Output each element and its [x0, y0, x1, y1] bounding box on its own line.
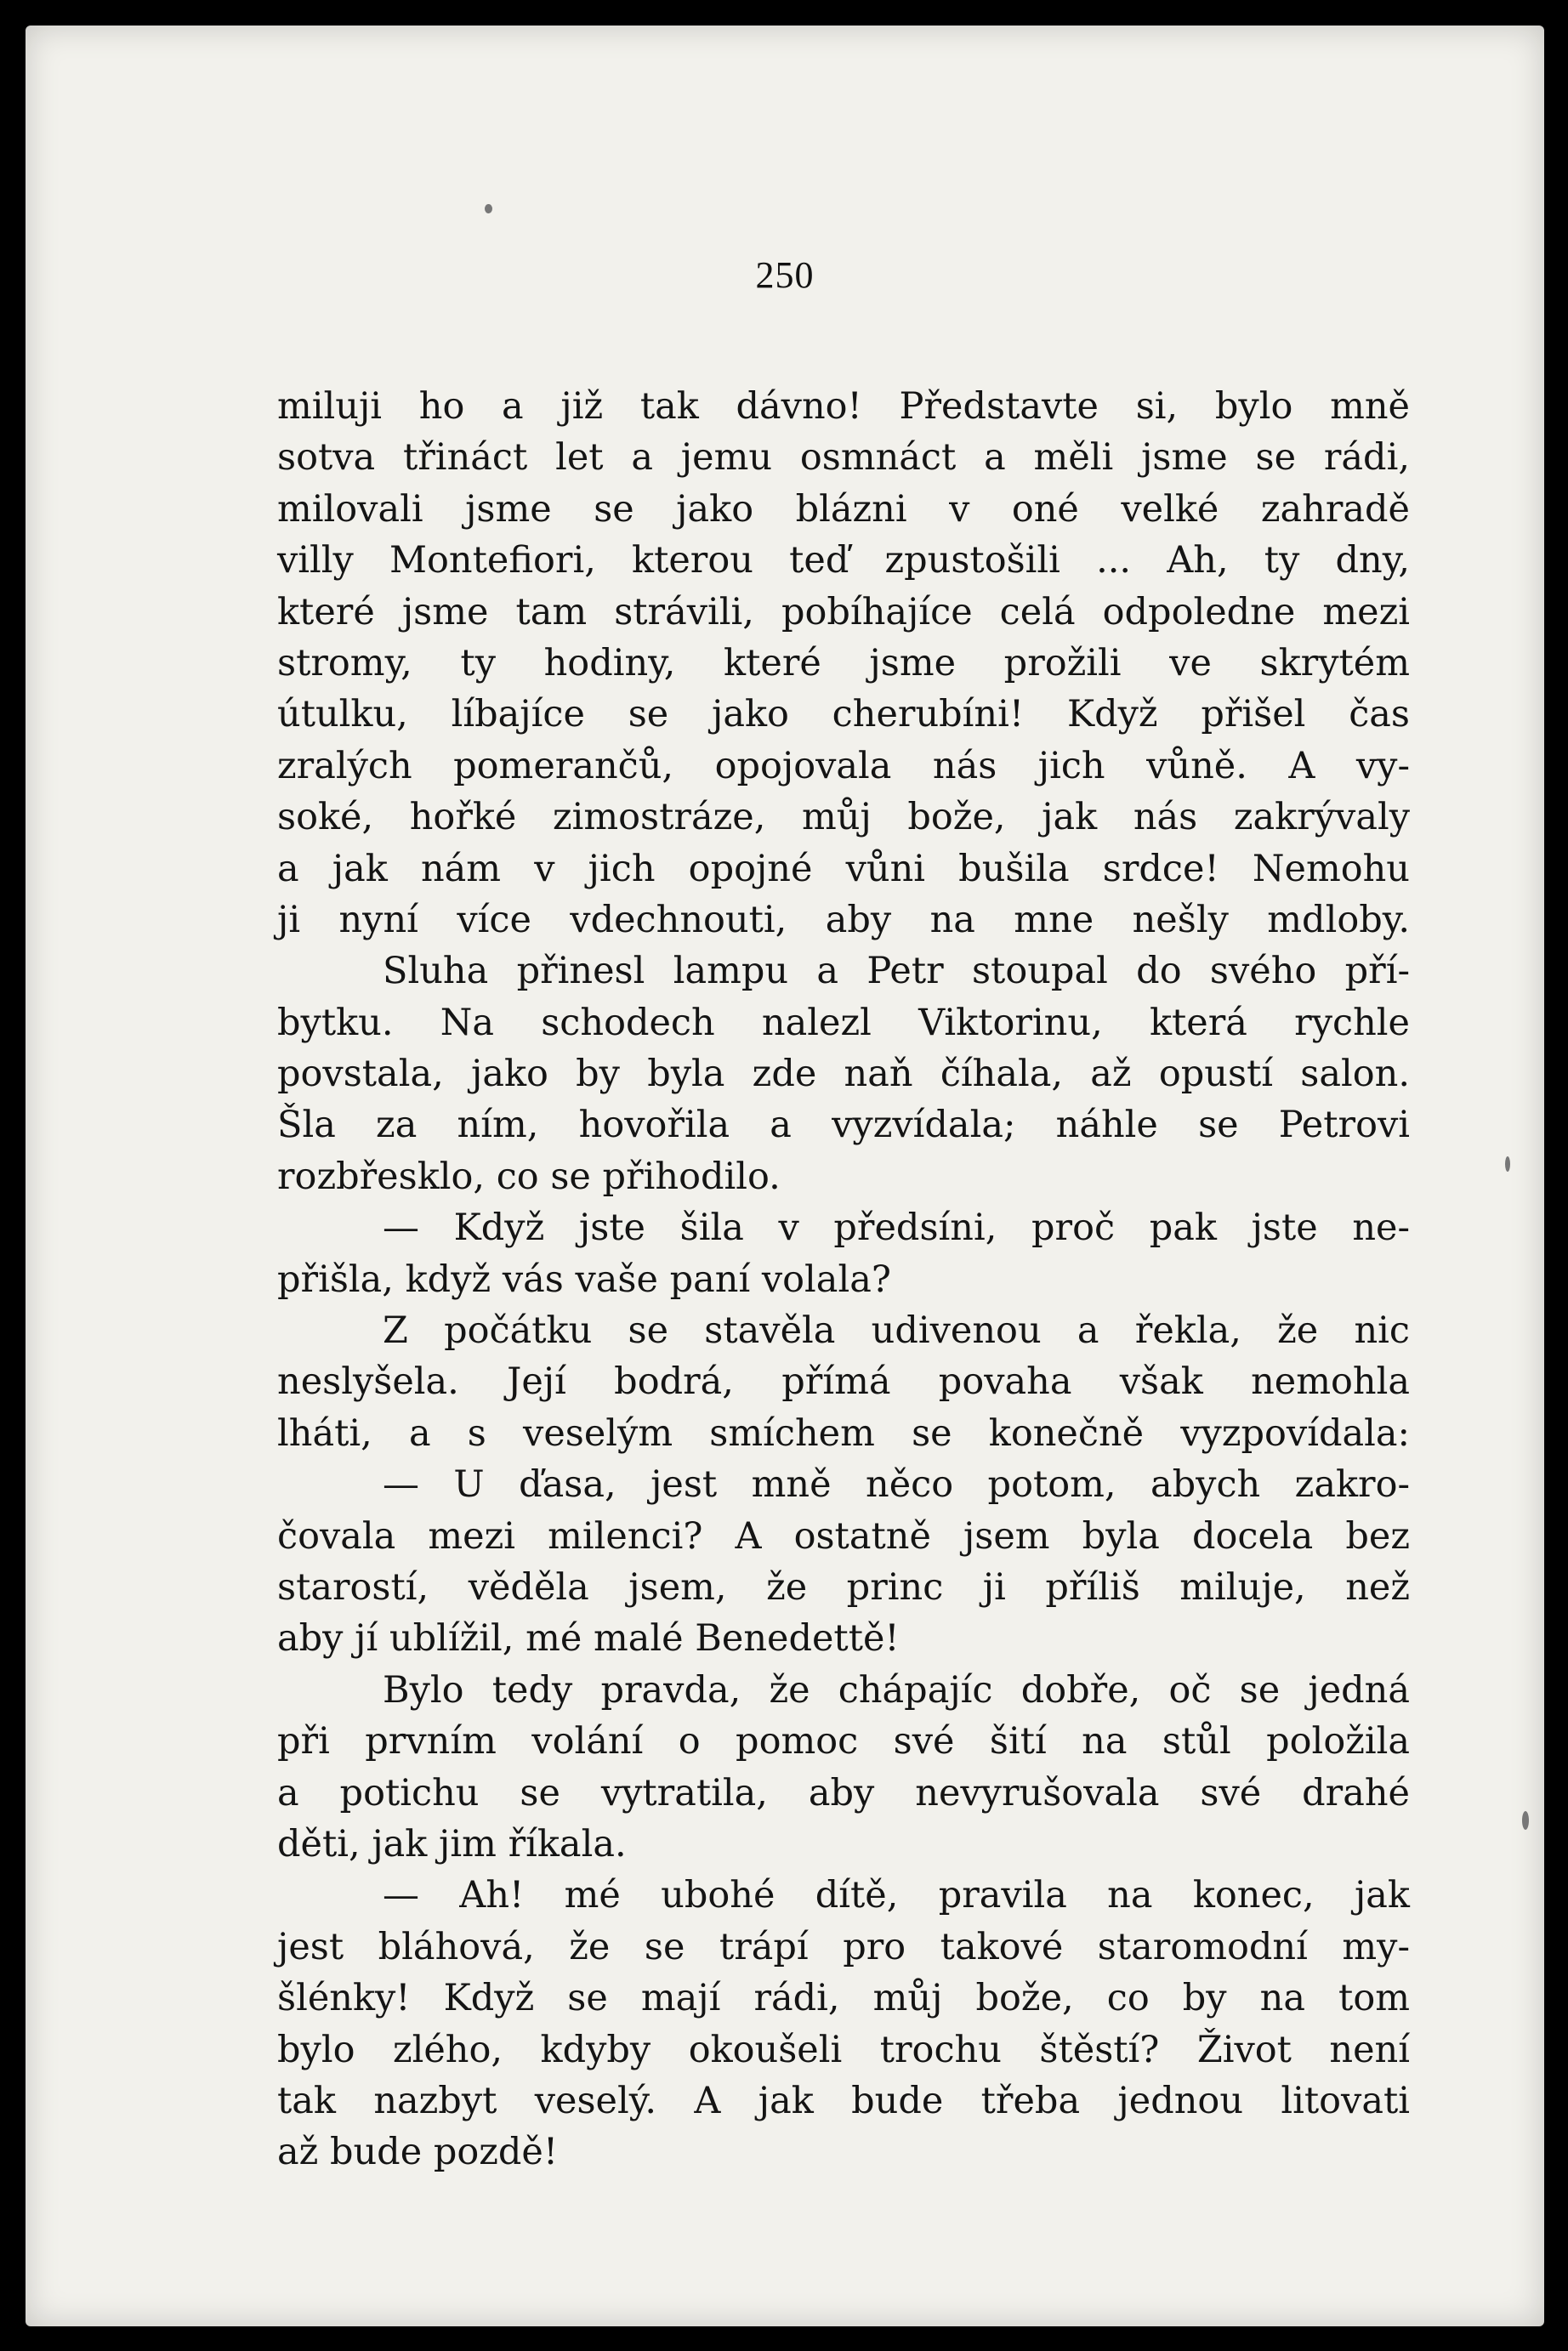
text-line: které jsme tam strávili, pobíhajíce celá odpoledne mezi: [277, 590, 1410, 633]
text-line: lháti, a s veselým smíchem se konečně vyzpovídala:: [277, 1411, 1410, 1455]
text-line: sotva třináct let a jemu osmnáct a měli jsme se rádi,: [277, 436, 1410, 480]
text-line: ji nyní více vdechnouti, aby na mne nešly mdloby.: [277, 898, 1410, 941]
text-line: zralých pomerančů, opojovala nás jich vůně. A vy-: [277, 744, 1410, 787]
book-page: [26, 26, 1544, 2326]
text-line: až bude pozdě!: [277, 2131, 559, 2174]
print-speck: [1505, 1156, 1510, 1172]
text-line: — Když jste šila v předsíni, proč pak jste ne-: [383, 1207, 1410, 1250]
text-line: Z počátku se stavěla udivenou a řekla, že nic: [383, 1309, 1410, 1353]
text-line: šlénky! Když se mají rádi, můj bože, co by na tom: [277, 1977, 1410, 2020]
text-line: — U ďasa, jest mně něco potom, abych zakro-: [383, 1463, 1410, 1507]
text-line: neslyšela. Její bodrá, přímá povaha však nemohla: [277, 1360, 1410, 1404]
text-line: útulku, líbajíce se jako cherubíni! Když přišel čas: [277, 693, 1410, 736]
text-line: Šla za ním, hovořila a vyzvídala; náhle se Petrovi: [277, 1104, 1410, 1147]
text-line: miluji ho a již tak dávno! Představte si, bylo mně: [277, 385, 1410, 428]
text-line: přišla, když vás vaše paní volala?: [277, 1258, 891, 1301]
page-number: 250: [755, 254, 815, 296]
text-line: čovala mezi milenci? A ostatně jsem byla docela bez: [277, 1514, 1410, 1558]
text-line: bytku. Na schodech nalezl Viktorinu, která rychle: [277, 1001, 1410, 1044]
print-speck: [485, 204, 492, 213]
text-line: a jak nám v jich opojné vůni bušila srdce! Nemohu: [277, 847, 1410, 890]
text-line: soké, hořké zimostráze, můj bože, jak nás zakrývaly: [277, 796, 1410, 839]
text-line: při prvním volání o pomoc své šití na stůl položila: [277, 1720, 1410, 1763]
text-line: stromy, ty hodiny, které jsme prožili ve skrytém: [277, 641, 1410, 684]
text-line: jest bláhová, že se trápí pro takové staromodní my-: [277, 1925, 1410, 1968]
text-line: starostí, věděla jsem, že princ ji příliš miluje, než: [277, 1565, 1410, 1609]
print-speck: [1522, 1811, 1529, 1830]
text-line: a potichu se vytratila, aby nevyrušovala své drahé: [277, 1771, 1410, 1814]
text-line: Sluha přinesl lampu a Petr stoupal do svého pří-: [383, 950, 1410, 993]
body-text: [277, 381, 1410, 2178]
text-line: Bylo tedy pravda, že chápajíc dobře, oč se jedná: [383, 1668, 1410, 1712]
text-line: děti, jak jim říkala.: [277, 1822, 627, 1865]
text-line: aby jí ublížil, mé malé Benedettě!: [277, 1617, 900, 1661]
text-line: bylo zlého, kdyby okoušeli trochu štěstí? Život není: [277, 2028, 1410, 2071]
text-line: milovali jsme se jako blázni v oné velké zahradě: [277, 487, 1410, 531]
text-line: rozbřesklo, co se přihodilo.: [277, 1155, 781, 1198]
text-line: villy Montefiori, kterou teď zpustošili ... Ah, ty dny,: [277, 539, 1410, 582]
text-line: tak nazbyt veselý. A jak bude třeba jednou litovati: [277, 2079, 1410, 2122]
text-line: — Ah! mé ubohé dítě, pravila na konec, jak: [383, 1874, 1410, 1917]
text-line: povstala, jako by byla zde naň číhala, až opustí salon.: [277, 1053, 1410, 1096]
